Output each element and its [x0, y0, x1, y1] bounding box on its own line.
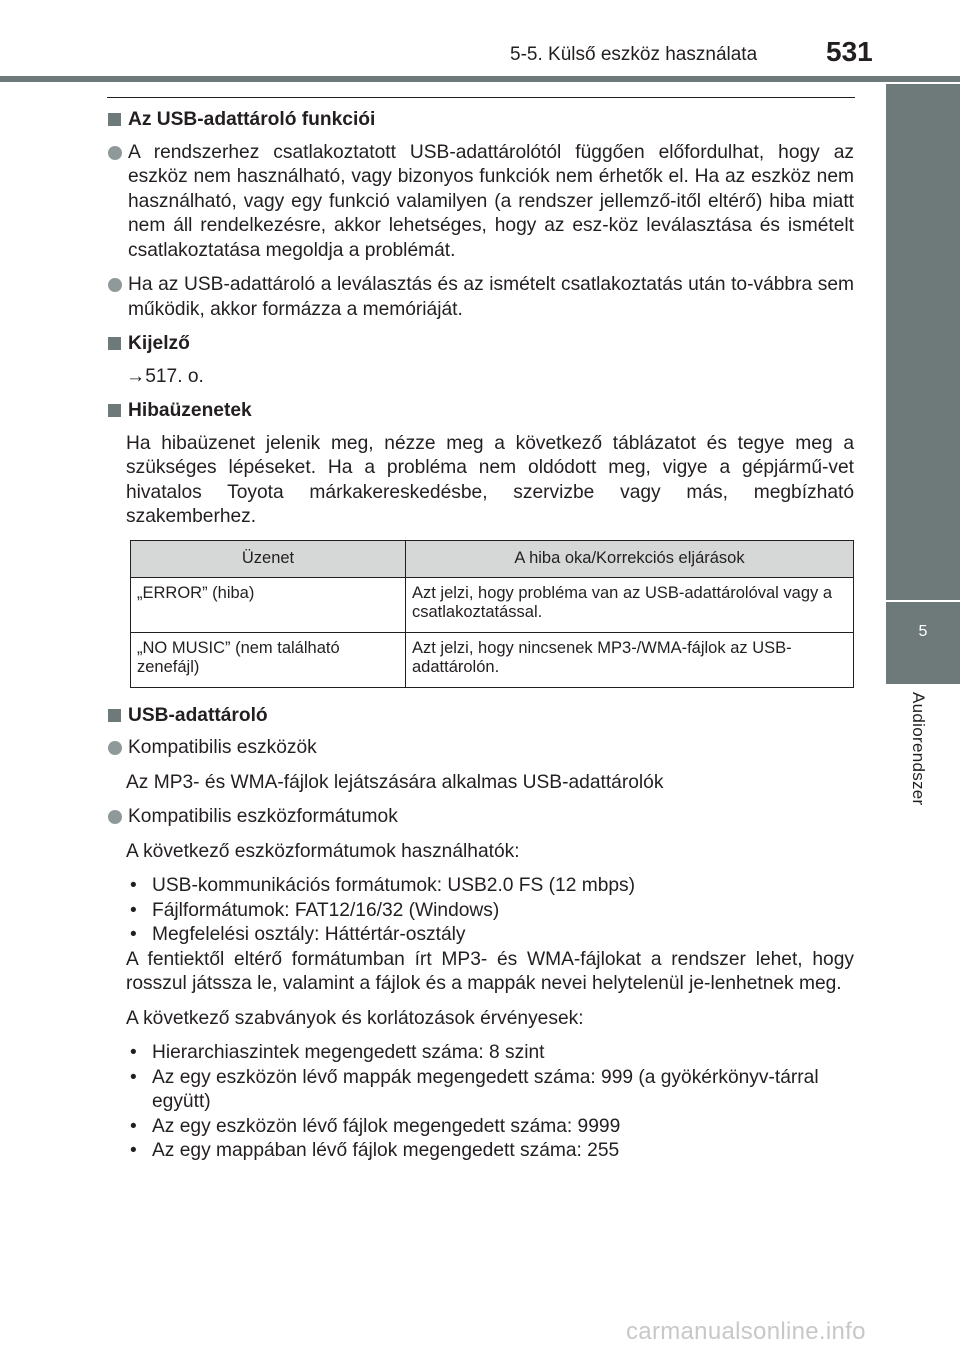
watermark: carmanualsonline.info — [626, 1318, 866, 1345]
formats-note: A fentiektől eltérő formátumban írt MP3- és WMA-fájlokat a rendszer lehet, hogy rosszul játssza le, valamint a fájlok és a mappák nevei helytelenül je-lenhetnek meg. — [126, 948, 854, 994]
bullet-item: A rendszerhez csatlakoztatott USB-adattárolótól függően előfordulhat, hogy az eszköz nem használható, vagy bizonyos funkciók nem érhetők el. Ha az eszköz nem használható, vagy egy funkció valamilyen (a rendszer jellemző-itől eltérő) hiba miatt nem áll rendelkezésre, akkor lehetséges, hogy az esz-köz leválasztása és ismételt csatlakoztatása megoldja a problémát. — [108, 141, 854, 264]
page-reference: →517. o. — [126, 365, 204, 387]
table-row — [131, 577, 854, 632]
list-item: • Az egy mappában lévő fájlok megengedett száma: 255 — [130, 1140, 620, 1161]
circle-bullet-icon — [108, 278, 122, 292]
section-heading-usb-storage: USB-adattároló — [108, 704, 854, 729]
bullet-item: Kompatibilis eszközformátumok — [108, 805, 854, 830]
section-heading-display: Kijelző — [108, 332, 854, 357]
page-content — [108, 108, 854, 1164]
list-item: • Megfelelési osztály: Háttértár-osztály — [130, 924, 466, 945]
errors-intro: Ha hibaüzenet jelenik meg, nézze meg a következő táblázatot és tegye meg a szükséges lépéseket. Ha a probléma nem oldódott meg, vigye a gépjármű-vet hivatalos Toyota márkakereskedésbe, szervizbe vagy más, megbízható szakemberhez. — [126, 432, 854, 527]
list-item: • Hierarchiaszintek megengedett száma: 8 szint — [130, 1042, 545, 1063]
side-tab-block — [886, 84, 960, 600]
circle-bullet-icon — [108, 810, 122, 824]
formats-list — [126, 874, 854, 948]
list-item: • Fájlformátumok: FAT12/16/32 (Windows) — [130, 899, 500, 921]
table-header-cause: A hiba oka/Korrekciós eljárások — [406, 540, 854, 577]
square-bullet-icon — [108, 113, 121, 126]
table-header-row — [131, 540, 854, 577]
bullet-item: Kompatibilis eszközök — [108, 736, 854, 761]
table-header-message: Üzenet — [131, 540, 406, 577]
table-cell-cause: Azt jelzi, hogy nincsenek MP3-/WMA-fájlok az USB-adattárolón. — [406, 632, 854, 687]
content-top-rule — [107, 97, 855, 98]
limits-intro: A következő szabványok és korlátozások érvényesek: — [126, 1007, 584, 1029]
square-bullet-icon — [108, 337, 121, 350]
table-cell-message: „NO MUSIC” (nem található zenefájl) — [131, 632, 406, 687]
circle-bullet-icon — [108, 741, 122, 755]
header-rule — [0, 76, 960, 82]
square-bullet-icon — [108, 709, 121, 722]
compatible-devices-text: Az MP3- és WMA-fájlok lejátszására alkalmas USB-adattárolók — [126, 771, 664, 793]
list-item: • Az egy eszközön lévő fájlok megengedett száma: 9999 — [130, 1115, 621, 1137]
table-cell-cause: Azt jelzi, hogy probléma van az USB-adattárolóval vagy a csatlakoztatással. — [406, 577, 854, 632]
list-item: • USB-kommunikációs formátumok: USB2.0 FS (12 mbps) — [130, 875, 636, 896]
side-tab-chapter-label: Audiorendszer — [909, 692, 928, 806]
bullet-item: Ha az USB-adattároló a leválasztás és az ismételt csatlakoztatás után to-vábbra sem működik, akkor formázza a memóriáját. — [108, 273, 854, 322]
limits-list — [126, 1041, 854, 1164]
table-cell-message: „ERROR” (hiba) — [131, 577, 406, 632]
square-bullet-icon — [108, 404, 121, 417]
header-section-title: 5-5. Külső eszköz használata — [510, 44, 758, 65]
side-tab-chapter-number: 5 — [886, 602, 960, 684]
section-heading-usb-functions: Az USB-adattároló funkciói — [108, 108, 854, 133]
table-row — [131, 632, 854, 687]
formats-intro: A következő eszközformátumok használhatók: — [126, 840, 520, 862]
error-message-table — [130, 540, 854, 688]
page-number: 531 — [826, 36, 873, 67]
section-heading-errors: Hibaüzenetek — [108, 399, 854, 424]
list-item: • Az egy eszközön lévő mappák megengedett száma: 999 (a gyökérkönyv-tárral együtt) — [130, 1066, 819, 1112]
circle-bullet-icon — [108, 146, 122, 160]
